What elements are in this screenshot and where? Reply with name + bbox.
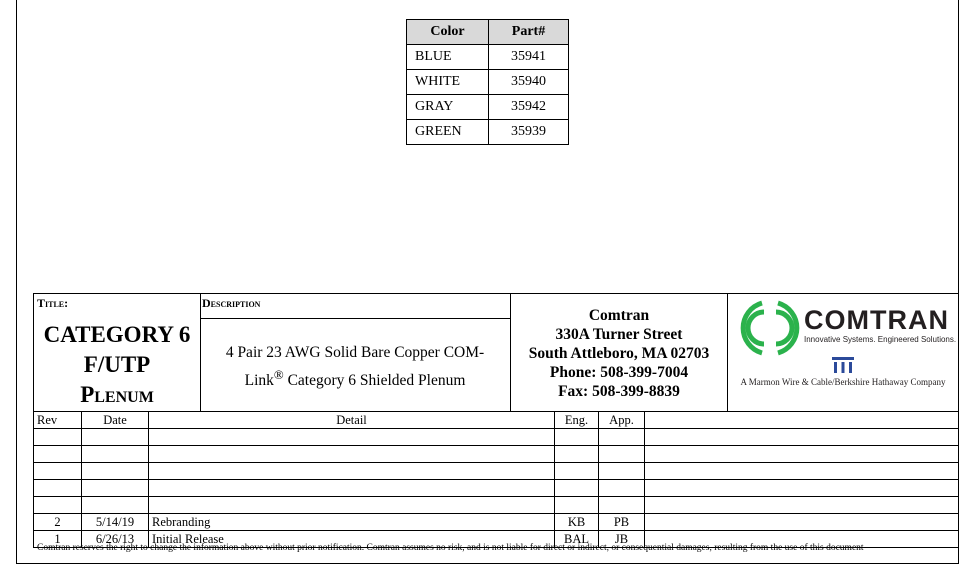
table-row <box>407 95 569 120</box>
part-cell: 35939 <box>489 120 569 145</box>
app-cell <box>599 446 645 463</box>
part-cell: 35941 <box>489 45 569 70</box>
company-name: Comtran <box>588 307 650 324</box>
registered-mark: ® <box>273 367 284 382</box>
marmon-logo-icon <box>832 357 854 373</box>
description-line-2 <box>200 364 510 392</box>
eng-cell <box>555 463 599 480</box>
description-brand: Link <box>244 372 274 390</box>
rev-cell: 2 <box>34 514 82 531</box>
spare-cell <box>645 446 959 463</box>
title-line-3: Plenum <box>80 382 154 407</box>
eng-header: Eng. <box>555 412 599 429</box>
table-row <box>34 463 959 480</box>
detail-cell: Rebranding <box>149 514 555 531</box>
title-line-2: F/UTP <box>83 352 151 377</box>
product-description <box>200 342 510 392</box>
part-cell: 35942 <box>489 95 569 120</box>
date-cell: 6/26/13 <box>82 531 149 548</box>
disclaimer-text: Comtran reserves the right to change the information above without prior notification. Comtran assumes no risk, and is not liable for direct or indirect, or consequential damages, resulting from the use of this document <box>37 543 864 553</box>
detail-cell <box>149 480 555 497</box>
company-address <box>511 306 727 401</box>
date-cell <box>82 429 149 446</box>
detail-cell <box>149 429 555 446</box>
table-row <box>34 497 959 514</box>
date-cell <box>82 446 149 463</box>
detail-cell <box>149 497 555 514</box>
date-cell <box>82 497 149 514</box>
eng-cell <box>555 480 599 497</box>
rev-cell: 1 <box>34 531 82 548</box>
rev-header: Rev <box>34 412 82 429</box>
logo-tagline: Innovative Systems. Engineered Solutions. <box>804 335 957 344</box>
spare-cell <box>645 480 959 497</box>
color-part-table <box>406 19 569 145</box>
part-cell: 35940 <box>489 70 569 95</box>
description-rest: Category 6 Shielded Plenum <box>283 372 466 390</box>
title-label: Title: <box>37 296 69 310</box>
logo-parent-company: A Marmon Wire & Cable/Berkshire Hathaway Company <box>740 377 946 387</box>
eng-cell <box>555 446 599 463</box>
company-phone: Phone: 508-399-7004 <box>549 364 689 381</box>
date-header: Date <box>82 412 149 429</box>
eng-cell <box>555 497 599 514</box>
detail-cell: Initial Release <box>149 531 555 548</box>
eng-cell: BAL <box>555 531 599 548</box>
app-cell: PB <box>599 514 645 531</box>
color-cell: BLUE <box>407 45 489 70</box>
company-city: South Attleboro, MA 02703 <box>528 345 710 362</box>
rev-cell <box>34 446 82 463</box>
company-street: 330A Turner Street <box>555 326 683 343</box>
color-header: Color <box>407 20 489 45</box>
rev-cell <box>34 429 82 446</box>
logo-wordmark: COMTRAN <box>804 305 949 335</box>
table-row <box>407 45 569 70</box>
company-fax: Fax: 508-399-8839 <box>558 383 680 400</box>
spare-cell <box>645 514 959 531</box>
app-header: App. <box>599 412 645 429</box>
revision-table <box>33 411 959 548</box>
table-row <box>34 429 959 446</box>
spare-cell <box>645 429 959 446</box>
title-line-1: CATEGORY 6 <box>43 322 191 347</box>
table-header-row <box>407 20 569 45</box>
color-cell: WHITE <box>407 70 489 95</box>
comtran-logo <box>728 295 958 410</box>
detail-cell <box>149 463 555 480</box>
description-label: Description <box>202 296 261 310</box>
detail-header: Detail <box>149 412 555 429</box>
color-cell: GRAY <box>407 95 489 120</box>
table-row <box>34 446 959 463</box>
table-row <box>407 120 569 145</box>
spare-cell <box>645 463 959 480</box>
app-cell <box>599 429 645 446</box>
date-cell: 5/14/19 <box>82 514 149 531</box>
eng-cell: KB <box>555 514 599 531</box>
app-cell <box>599 463 645 480</box>
app-cell <box>599 497 645 514</box>
rev-cell <box>34 463 82 480</box>
app-cell <box>599 480 645 497</box>
part-header: Part# <box>489 20 569 45</box>
eng-cell <box>555 429 599 446</box>
table-row <box>34 514 959 531</box>
app-cell: JB <box>599 531 645 548</box>
spare-column <box>645 412 959 429</box>
date-cell <box>82 480 149 497</box>
table-row <box>34 480 959 497</box>
comtran-c-logo-icon <box>736 297 804 359</box>
date-cell <box>82 463 149 480</box>
rev-cell <box>34 480 82 497</box>
table-row <box>407 70 569 95</box>
spare-cell <box>645 497 959 514</box>
revision-header-row <box>34 412 959 429</box>
detail-cell <box>149 446 555 463</box>
description-line-1: 4 Pair 23 AWG Solid Bare Copper COM- <box>225 344 485 361</box>
color-cell: GREEN <box>407 120 489 145</box>
rev-cell <box>34 497 82 514</box>
product-title <box>34 320 200 410</box>
